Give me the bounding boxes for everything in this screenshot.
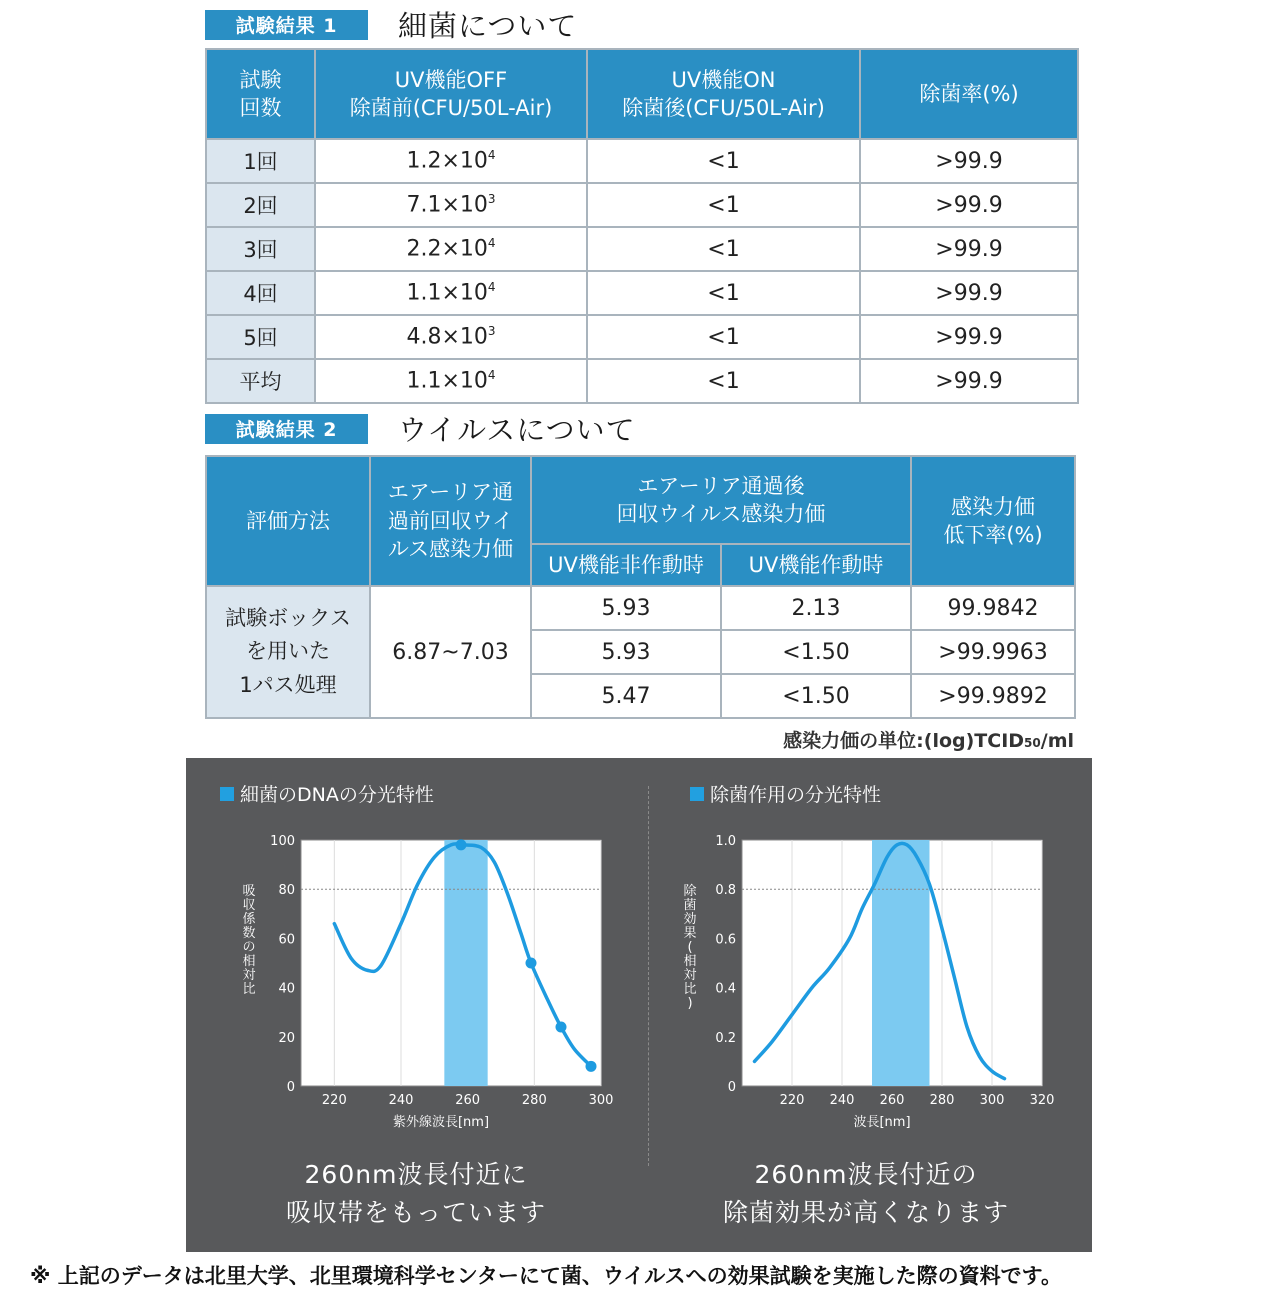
off-value: 5.93 [531, 586, 721, 630]
x-tick-label: 220 [321, 1093, 347, 1108]
x-tick-label: 300 [979, 1093, 1005, 1108]
off-value: 5.47 [531, 674, 721, 718]
y-tick-label: 0.6 [715, 932, 736, 948]
header-uv-on [587, 49, 860, 139]
header-before-text: エアーリア通 過前回収ウイ ルス感染力価 [387, 480, 514, 562]
before-mantissa: 1.1 [406, 368, 442, 394]
before-mantissa: 7.1 [406, 192, 442, 218]
footnote: ※ 上記のデータは北里大学、北里環境科学センターにて菌、ウイルスへの効果試験を実施した際の資料です。 [30, 1264, 1062, 1288]
dna-absorption-chart [196, 820, 636, 1150]
bacteria-results-table [205, 48, 1079, 404]
on-value: 2.13 [721, 586, 911, 630]
square-bullet-icon [220, 787, 234, 801]
before-value-cell: $2.2\times 10^4$ [315, 227, 587, 271]
section-1-heading [205, 4, 577, 45]
y-tick-label: 100 [270, 834, 295, 849]
table-row [206, 586, 1075, 630]
before-mantissa: 1.1 [406, 280, 442, 306]
header-after-group [531, 456, 911, 544]
table-row [206, 315, 1078, 359]
rate-value: >99.9 [860, 139, 1078, 183]
before-value-cell: $1.1\times 10^4$ [315, 359, 587, 403]
y-axis-label: 除菌効果(相対比) [683, 884, 697, 1011]
after-value: <1 [587, 359, 860, 403]
before-value-cell: $1.2\times 10^4$ [315, 139, 587, 183]
y-tick-label: 80 [278, 883, 295, 899]
y-tick-label: 0.4 [715, 981, 736, 997]
y-tick-label: 0.2 [715, 1030, 736, 1046]
right-caption-line-2: 除菌効果が高くなります [722, 1197, 1009, 1227]
header-removal-rate-text: 除菌率(%) [919, 81, 1019, 106]
left-caption [206, 1156, 626, 1231]
header-uv-non-operating: UV機能非作動時 [531, 544, 721, 586]
left-caption-line-2: 吸収帯をもっています [285, 1197, 546, 1227]
rate-value: >99.9 [860, 359, 1078, 403]
row-label: 2回 [206, 183, 315, 227]
y-axis-label: 吸収係数の相対比 [242, 884, 256, 997]
x-tick-label: 280 [929, 1093, 955, 1108]
before-mantissa: 2.2 [406, 236, 442, 262]
reduction-value: >99.9892 [911, 674, 1075, 718]
header-reduction [911, 456, 1075, 586]
after-value: <1 [587, 227, 860, 271]
y-tick-label: 0 [727, 1080, 736, 1095]
x-axis-label: 波長[nm] [853, 1115, 911, 1130]
y-tick-label: 40 [278, 981, 295, 997]
header-removal-rate [860, 49, 1078, 139]
x-axis-label: 紫外線波長[nm] [392, 1115, 490, 1130]
section-1-badge: 試験結果 1 [205, 10, 368, 40]
x-tick-label: 320 [1029, 1093, 1055, 1108]
before-exponent: 4 [487, 368, 496, 383]
rate-value: >99.9 [860, 183, 1078, 227]
right-graph-title [690, 780, 881, 807]
panel-divider [648, 786, 649, 1166]
after-value: <1 [587, 183, 860, 227]
method-label-cell [206, 586, 370, 718]
unit-note-subscript: 50 [1024, 736, 1041, 750]
on-value: <1.50 [721, 630, 911, 674]
row-label: 平均 [206, 359, 315, 403]
after-value: <1 [587, 271, 860, 315]
left-graph-title-text: 細菌のDNAの分光特性 [240, 784, 434, 806]
unit-note [700, 726, 1074, 753]
table-row [206, 359, 1078, 403]
rate-value: >99.9 [860, 271, 1078, 315]
before-exponent: 4 [487, 236, 496, 251]
row-label: 4回 [206, 271, 315, 315]
section-1-title: 細菌について [398, 9, 578, 43]
data-point [556, 1021, 567, 1032]
row-label: 1回 [206, 139, 315, 183]
before-mantissa: 4.8 [406, 324, 442, 350]
before-exponent: 4 [487, 148, 496, 163]
graph-panel [186, 758, 1092, 1252]
before-value-cell: $1.1\times 10^4$ [315, 271, 587, 315]
x-tick-label: 280 [521, 1093, 547, 1108]
table-row [206, 183, 1078, 227]
header-trial-count-text: 試験 回数 [239, 67, 282, 120]
left-graph-title [220, 780, 434, 807]
highlight-band [872, 840, 930, 1086]
header-before [370, 456, 531, 586]
y-tick-label: 60 [278, 932, 295, 948]
table-header-row [206, 49, 1078, 139]
after-value: <1 [587, 315, 860, 359]
table-row [206, 139, 1078, 183]
y-tick-label: 0 [286, 1080, 295, 1095]
data-point [586, 1061, 597, 1072]
highlight-band [444, 840, 487, 1086]
before-exponent: 3 [487, 192, 496, 207]
square-bullet-icon [690, 787, 704, 801]
header-uv-operating: UV機能作動時 [721, 544, 911, 586]
before-exponent: 3 [487, 324, 496, 339]
before-value: 6.87~7.03 [370, 586, 531, 718]
method-label: 試験ボックス を用いた 1パス処理 [225, 605, 351, 697]
header-uv-off [315, 49, 587, 139]
before-mantissa: 1.2 [406, 148, 442, 174]
table-row [206, 271, 1078, 315]
x-tick-label: 260 [455, 1093, 481, 1108]
section-2-badge: 試験結果 2 [205, 414, 368, 444]
header-uv-on-text: UV機能ON 除菌後(CFU/50L-Air) [622, 67, 825, 120]
header-trial-count [206, 49, 315, 139]
before-value-cell: $4.8\times 10^3$ [315, 315, 587, 359]
after-value: <1 [587, 139, 860, 183]
data-point [526, 958, 537, 969]
x-tick-label: 300 [588, 1093, 614, 1108]
x-tick-label: 220 [779, 1093, 805, 1108]
y-tick-label: 0.8 [715, 883, 736, 899]
row-label: 5回 [206, 315, 315, 359]
header-after-group-text: エアーリア通過後 回収ウイルス感染力価 [616, 473, 826, 526]
left-caption-line-1: 260nm波長付近に [304, 1160, 528, 1189]
unit-note-tail: /ml [1040, 730, 1074, 752]
x-tick-label: 240 [829, 1093, 855, 1108]
virus-results-table [205, 455, 1076, 719]
x-tick-label: 240 [388, 1093, 414, 1108]
rate-value: >99.9 [860, 227, 1078, 271]
rate-value: >99.9 [860, 315, 1078, 359]
reduction-value: 99.9842 [911, 586, 1075, 630]
unit-note-text: 感染力価の単位:(log)TCID [783, 730, 1025, 752]
before-value-cell: $7.1\times 10^3$ [315, 183, 587, 227]
table-header-row [206, 456, 1075, 544]
header-uv-off-text: UV機能OFF 除菌前(CFU/50L-Air) [349, 67, 553, 120]
off-value: 5.93 [531, 630, 721, 674]
right-graph-title-text: 除菌作用の分光特性 [710, 784, 882, 806]
section-2-heading [205, 408, 636, 449]
before-exponent: 4 [487, 280, 496, 295]
right-caption-line-1: 260nm波長付近の [754, 1160, 978, 1189]
x-tick-label: 260 [879, 1093, 905, 1108]
sterilization-effect-chart [656, 820, 1096, 1150]
header-method: 評価方法 [206, 456, 370, 586]
on-value: <1.50 [721, 674, 911, 718]
y-tick-label: 1.0 [715, 834, 736, 849]
y-tick-label: 20 [278, 1030, 295, 1046]
right-caption [656, 1156, 1076, 1231]
header-reduction-text: 感染力価 低下率(%) [943, 494, 1043, 547]
table-row [206, 227, 1078, 271]
data-point [456, 839, 467, 850]
section-2-title: ウイルスについて [398, 413, 636, 447]
reduction-value: >99.9963 [911, 630, 1075, 674]
row-label: 3回 [206, 227, 315, 271]
